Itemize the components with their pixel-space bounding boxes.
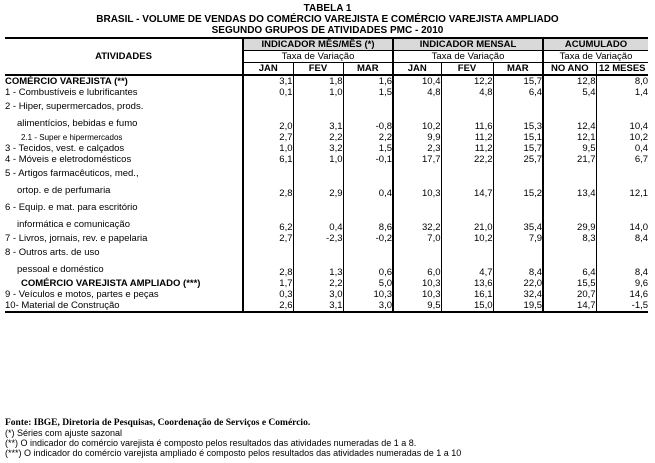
cell: 22,0 [493,278,543,289]
cell: 12,4 [543,98,596,132]
header-taxa-1: Taxa de Variação [243,51,393,63]
cell: 7,0 [393,233,441,244]
cell: 15,7 [493,75,543,87]
row-label: COMÉRCIO VAREJISTA (**) [5,76,128,87]
cell: 16,1 [441,289,493,300]
cell: 1,0 [243,143,293,154]
col-header: MAR [343,63,393,76]
cell: 2,2 [293,278,343,289]
header-group-mensal: INDICADOR MENSAL [393,38,543,51]
cell: 8,3 [543,233,596,244]
cell: 1,8 [293,75,343,87]
cell: 4,7 [441,244,493,278]
cell: 0,3 [243,289,293,300]
cell: 6,4 [543,244,596,278]
row-label [5,165,243,199]
cell: 6,1 [243,154,293,165]
cell: 25,7 [493,154,543,165]
table-row [5,154,648,165]
cell: 15,3 [493,98,543,132]
cell: 6,0 [393,244,441,278]
row-label [5,199,243,233]
table-title-block [0,0,655,36]
cell: 15,0 [441,300,493,312]
cell: 6,4 [493,87,543,98]
cell: 5,0 [343,278,393,289]
cell: 10,4 [596,98,648,132]
cell: 3,1 [293,98,343,132]
col-header: FEV [441,63,493,76]
col-header: JAN [243,63,293,76]
cell: 14,7 [441,165,493,199]
cell: 12,2 [441,75,493,87]
cell: 8,4 [596,244,648,278]
cell: 1,4 [596,87,648,98]
header-taxa-3: Taxa de Variação [543,51,648,63]
table-title: BRASIL - VOLUME DE VENDAS DO COMÉRCIO VAREJISTA E COMÉRCIO VAREJISTA AMPLIADO [96,14,559,25]
table-row [5,300,648,312]
cell: 10,2 [596,132,648,143]
cell: 1,5 [343,143,393,154]
footnote-1: (*) Séries com ajuste sazonal [5,428,123,438]
table-subtitle: SEGUNDO GRUPOS DE ATIVIDADES PMC - 2010 [211,25,444,36]
cell: 8,6 [343,199,393,233]
cell: 0,6 [343,244,393,278]
cell: 15,1 [493,132,543,143]
row-label: 2.1 - Super e hipermercados [21,133,123,142]
cell: 2,7 [243,132,293,143]
cell: 1,7 [243,278,293,289]
cell: 17,7 [393,154,441,165]
row-label-line1: 6 - Equip. e mat. para escritório [5,202,138,213]
table-number: TABELA 1 [303,3,352,14]
cell: 22,2 [441,154,493,165]
table-row [5,244,648,278]
cell: 6,7 [596,154,648,165]
cell: 4,8 [393,87,441,98]
row-label-line2: informática e comunicação [17,219,130,230]
cell: 0,4 [343,165,393,199]
cell: 10,2 [393,98,441,132]
table-row [5,87,648,98]
cell: 0,4 [293,199,343,233]
cell: 2,9 [293,165,343,199]
source-note: Fonte: IBGE, Diretoria de Pesquisas, Coordenação de Serviços e Comércio. [5,418,311,428]
cell: 8,0 [596,75,648,87]
cell: 14,7 [543,300,596,312]
sales-table [5,37,648,313]
cell: 5,4 [543,87,596,98]
cell: 11,2 [441,132,493,143]
cell: 11,2 [441,143,493,154]
cell: -0,8 [343,98,393,132]
table-row [5,289,648,300]
cell: 21,7 [543,154,596,165]
cell: 3,0 [343,300,393,312]
header-group-acumulado: ACUMULADO [543,38,648,51]
cell: 32,2 [393,199,441,233]
cell: 9,9 [393,132,441,143]
cell: 10,3 [393,289,441,300]
row-label [5,244,243,278]
cell: 1,3 [293,244,343,278]
cell: 1,6 [343,75,393,87]
row-label-line2: alimentícios, bebidas e fumo [17,118,138,129]
cell: 10,2 [441,233,493,244]
row-label: 10- Material de Construção [5,300,243,312]
table-row [5,143,648,154]
cell: 10,4 [393,75,441,87]
cell: 29,9 [543,199,596,233]
row-label: 4 - Móveis e eletrodomésticos [5,154,132,165]
cell: 19,5 [493,300,543,312]
cell: -2,3 [293,233,343,244]
table-row [5,199,648,233]
cell: 9,5 [393,300,441,312]
col-header: NO ANO [543,63,596,76]
row-label [5,98,243,132]
cell: 15,7 [493,143,543,154]
row-label-line1: 2 - Hiper, supermercados, prods. [5,101,144,112]
footnote-3: (***) O indicador do comércio varejista ampliado é composto pelos resultados das atividades numeradas de 1 a 10 [5,448,462,458]
row-label: 1 - Combustíveis e lubrificantes [5,87,138,98]
row-label: 7 - Livros, jornais, rev. e papelaria [5,233,148,244]
footnote-2: (**) O indicador do comércio varejista é composto pelos resultados das atividades numeradas de 1 a 8. [5,438,417,448]
row-label: 9 - Veículos e motos, partes e peças [5,289,159,300]
cell: 10,3 [393,165,441,199]
col-header: JAN [393,63,441,76]
col-header: MAR [493,63,543,76]
cell: 0,1 [243,87,293,98]
cell: 2,6 [243,300,293,312]
cell: 10,3 [393,278,441,289]
cell: 1,5 [343,87,393,98]
cell: 8,4 [493,244,543,278]
table-row [5,278,648,289]
row-label: 3 - Tecidos, vest. e calçados [5,143,125,154]
header-atividades: ATIVIDADES [5,38,243,75]
cell: 1,0 [293,87,343,98]
cell: 13,6 [441,278,493,289]
col-header: 12 MESES [596,63,648,76]
cell: 8,4 [596,233,648,244]
cell: 2,3 [393,143,441,154]
cell: 21,0 [441,199,493,233]
cell: 3,2 [293,143,343,154]
cell: 2,2 [293,132,343,143]
cell: 3,1 [243,75,293,87]
cell: 4,8 [441,87,493,98]
row-label-line2: pessoal e doméstico [17,264,104,275]
cell: 3,0 [293,289,343,300]
cell: 6,2 [243,199,293,233]
row-label-line1: 5 - Artigos farmacêuticos, med., [5,168,139,179]
table-row [5,165,648,199]
cell: -1,5 [596,300,648,312]
cell: 10,3 [343,289,393,300]
table-row [5,132,648,143]
cell: 2,7 [243,233,293,244]
cell: 0,4 [596,143,648,154]
cell: 32,4 [493,289,543,300]
row-label-line2: ortop. e de perfumaria [17,185,111,196]
cell: 15,5 [543,278,596,289]
cell: 12,8 [543,75,596,87]
cell: 13,4 [543,165,596,199]
cell: 15,2 [493,165,543,199]
cell: 12,1 [596,165,648,199]
cell: 2,8 [243,244,293,278]
row-label-line1: 8 - Outros arts. de uso [5,247,100,258]
col-header: FEV [293,63,343,76]
table-row [5,233,648,244]
cell: 9,5 [543,143,596,154]
cell: 14,0 [596,199,648,233]
cell: 20,7 [543,289,596,300]
cell: 7,9 [493,233,543,244]
cell: 1,0 [293,154,343,165]
cell: 14,6 [596,289,648,300]
cell: 3,1 [293,300,343,312]
table-footer [5,418,461,458]
header-group-mes-mes: INDICADOR MÊS/MÊS (*) [243,38,393,51]
cell: -0,1 [343,154,393,165]
header-taxa-2: Taxa de Variação [393,51,543,63]
cell: 2,2 [343,132,393,143]
table-row [5,75,648,87]
table-row [5,98,648,132]
row-label: COMÉRCIO VAREJISTA AMPLIADO (***) [21,278,201,289]
cell: 35,4 [493,199,543,233]
cell: -0,2 [343,233,393,244]
cell: 2,8 [243,165,293,199]
cell: 12,1 [543,132,596,143]
cell: 9,6 [596,278,648,289]
cell: 11,6 [441,98,493,132]
cell: 2,0 [243,98,293,132]
